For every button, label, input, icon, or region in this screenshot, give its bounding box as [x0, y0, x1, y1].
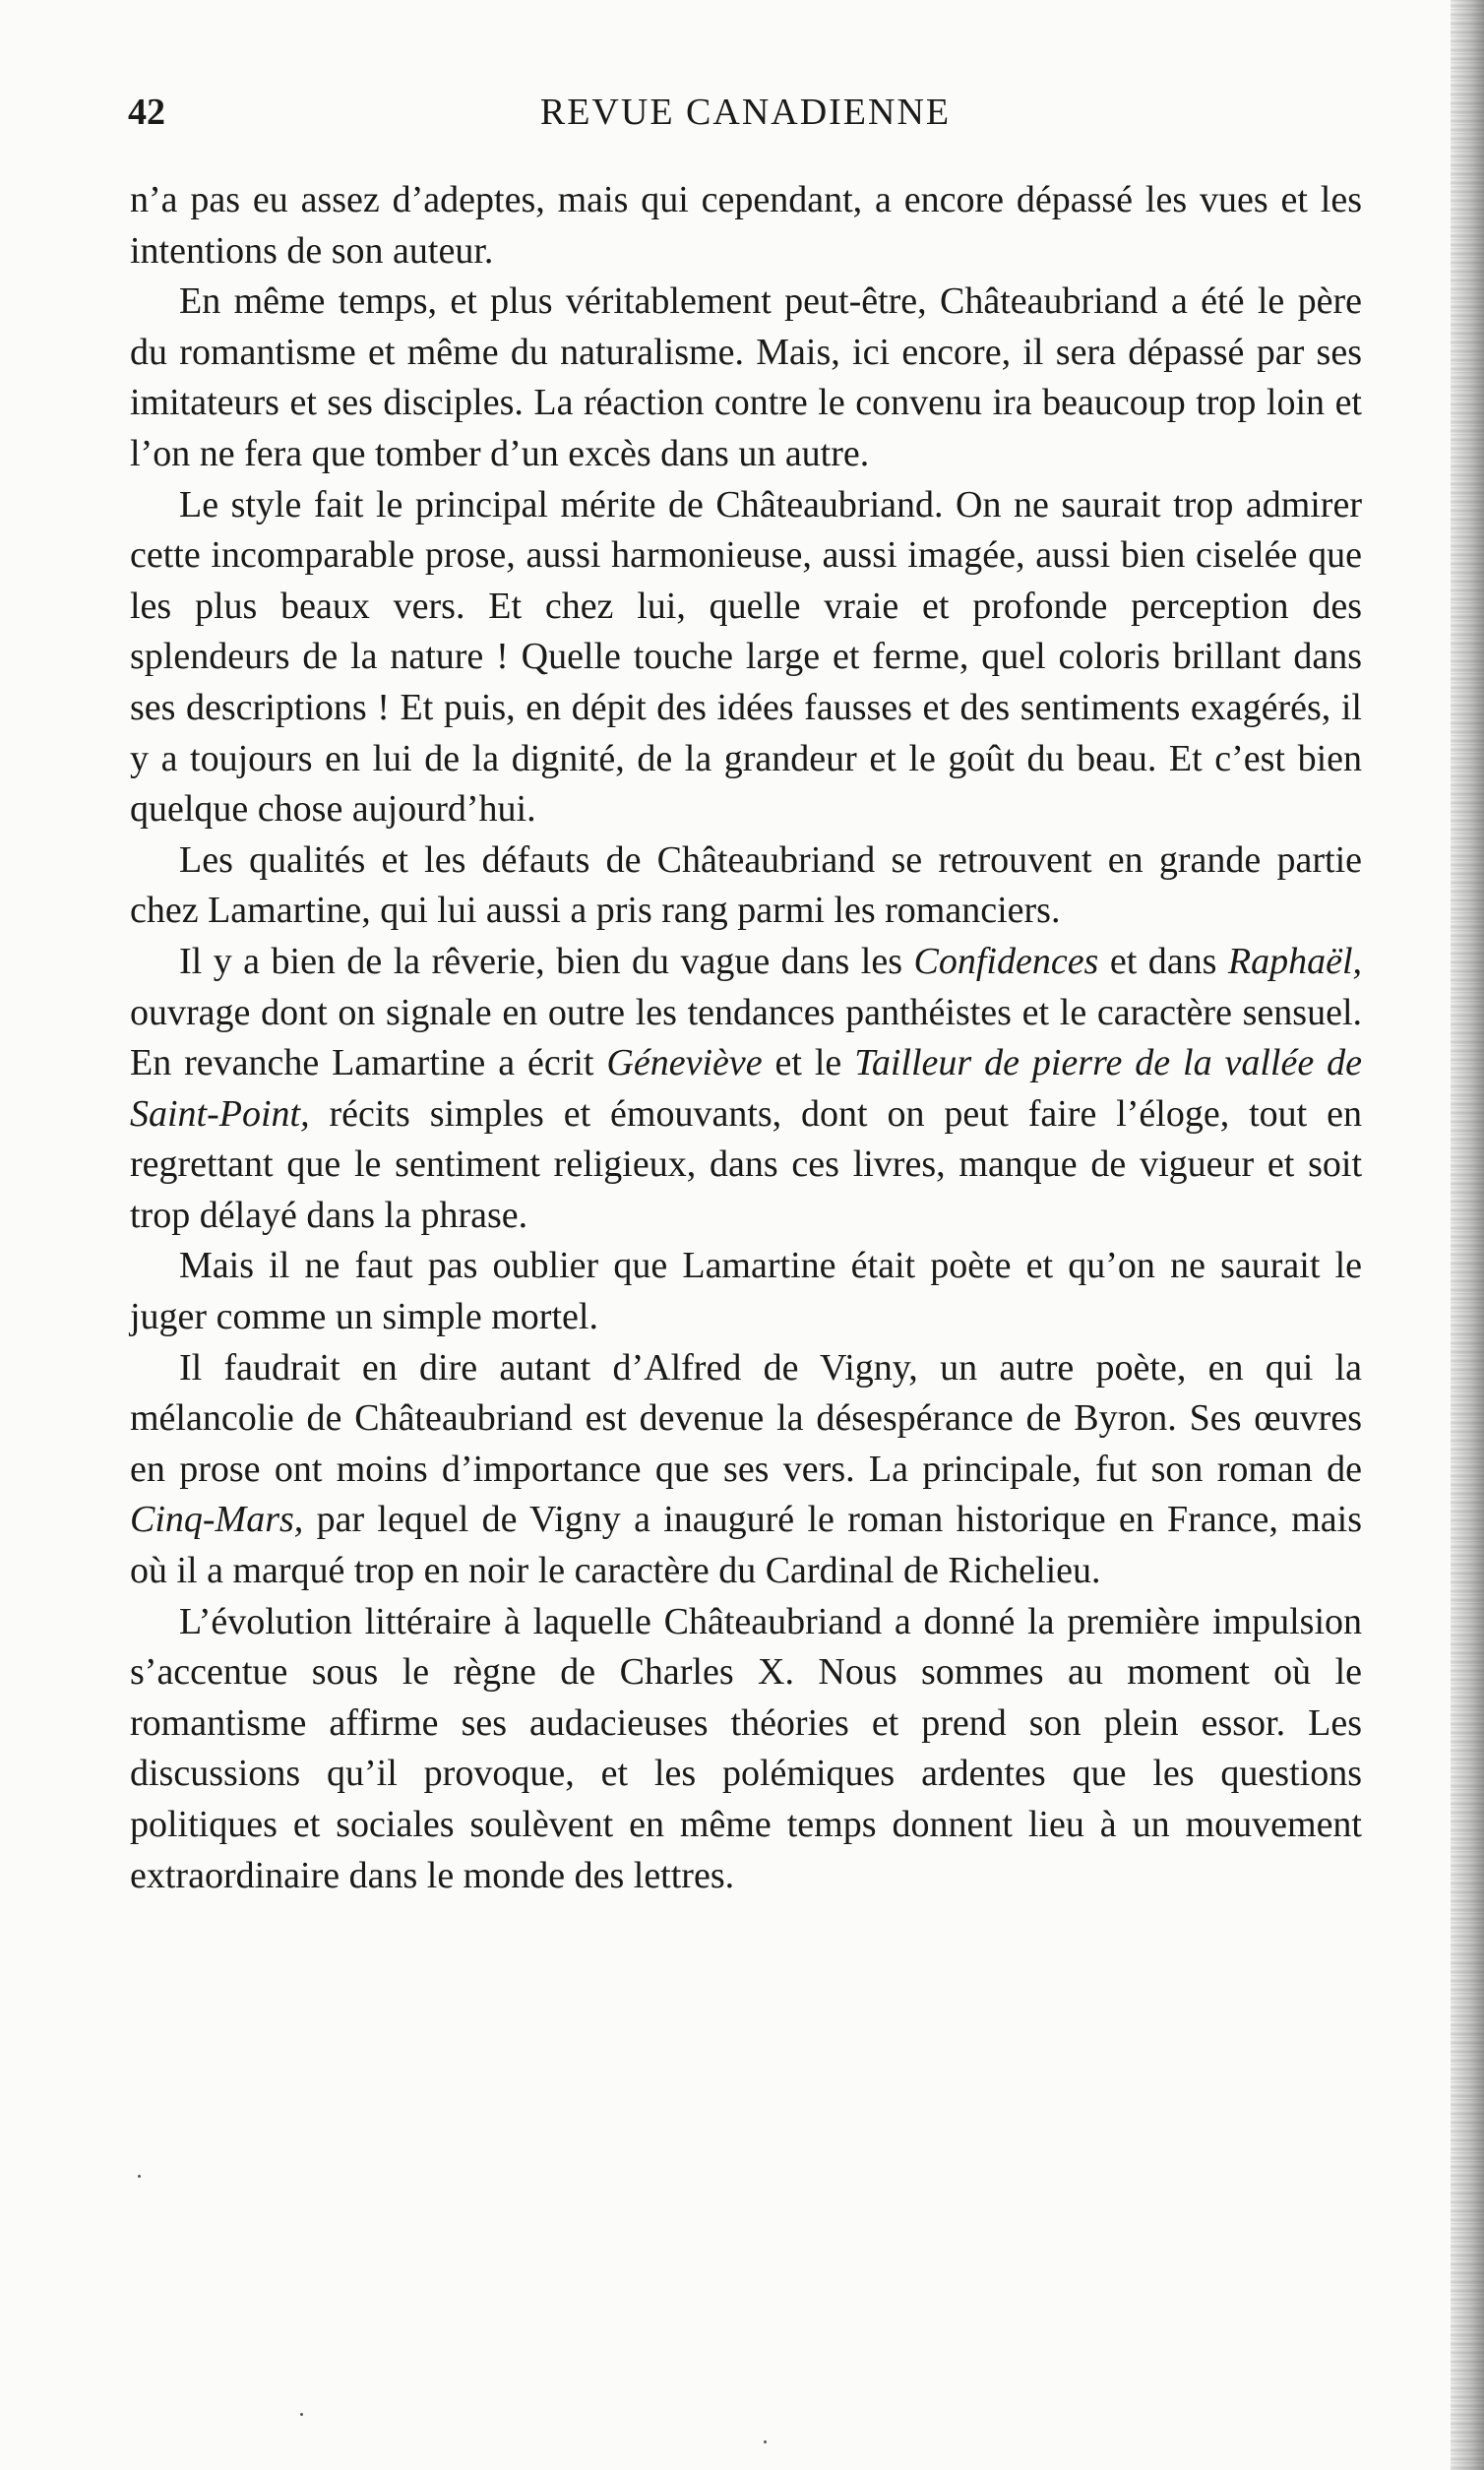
paragraph-text: Il y a bien de la rêverie, bien du vague dans les: [179, 940, 914, 982]
paragraph: [130, 1597, 1362, 1902]
body-text: [130, 175, 1362, 1901]
paragraph-text: Mais il ne faut pas oublier que Lamartine était poète et qu’on ne saurait le juger comme un simple mortel.: [130, 1245, 1362, 1338]
paragraph-text: Les qualités et les défauts de Châteaubriand se retrouvent en grande partie chez Lamartine, qui lui aussi a pris rang parmi les romanciers.: [130, 838, 1362, 932]
scan-speck: [764, 2440, 767, 2443]
paragraph: [130, 1343, 1362, 1597]
paragraph: [130, 277, 1362, 479]
title-raphael: Raphaël,: [1227, 940, 1363, 982]
paragraph-text: par lequel de Vigny a inauguré le roman historique en France, mais où il a marqué trop en noir le caractère du Cardinal de Richelieu.: [130, 1499, 1362, 1592]
page-header: [128, 83, 1363, 142]
paragraph: [130, 1241, 1362, 1342]
paragraph: [130, 937, 1362, 1242]
scan-speck: [300, 2413, 303, 2416]
title-cinq-mars: Cinq-Mars,: [130, 1499, 304, 1541]
paragraph-text: récits simples et émouvants, dont on peut faire l’éloge, tout en regrettant que le sentiment religieux, dans ces livres, manque de vigueur et soit trop délayé dans la phrase.: [130, 1092, 1362, 1236]
title-genevieve: Géneviève: [606, 1042, 763, 1084]
paragraph-text: En même temps, et plus véritablement peut-être, Châteaubriand a été le père du romantisme et même du naturalisme. Mais, ici encore, il sera dépassé par ses imitateurs et ses disciples. La réaction contre le convenu ira beaucoup trop loin et l’on ne fera que tomber d’un excès dans un autre.: [130, 280, 1362, 474]
paragraph: [130, 835, 1362, 937]
paragraph: [130, 480, 1362, 835]
running-title: REVUE CANADIENNE: [539, 92, 952, 133]
scan-speck: [138, 2175, 141, 2178]
paragraph-text: et dans: [1098, 940, 1228, 982]
paragraph-text: Le style fait le principal mérite de Châteaubriand. On ne saurait trop admirer cette incomparable prose, aussi harmonieuse, aussi imagée, aussi bien ciselée que les plus beaux vers. Et chez lui, quelle vraie et profonde perception des splendeurs de la nature ! Quelle touche large et ferme, quel coloris brillant dans ses descriptions ! Et puis, en dépit des idées fausses et des sentiments exagérés, il y a toujours en lui de la dignité, de la grandeur et le goût du beau. Et c’est bien quelque chose aujourd’hui.: [130, 483, 1362, 831]
title-tailleur-de-pierre: Tailleur de pierre de la vallée de Saint-Point,: [130, 1042, 1362, 1135]
paragraph-text: ouvrage dont on signale en outre les tendances panthéistes et le caractère sensuel. En revanche Lamartine a écrit: [130, 991, 1362, 1084]
paragraph-text: et le: [762, 1042, 855, 1084]
paragraph-text: L’évolution littéraire à laquelle Châteaubriand a donné la première impulsion s’accentue sous le règne de Charles X. Nous sommes au moment où le romantisme affirme ses audacieuses théories et prend son plein essor. Les discussions qu’il provoque, et les polémiques ardentes que les questions politiques et sociales soulèvent en même temps donnent lieu à un mouvement extraordinaire dans le monde des lettres.: [130, 1600, 1362, 1896]
paragraph: [130, 175, 1362, 277]
title-confidences: Confidences: [913, 940, 1099, 982]
scanned-page-edge: [1451, 0, 1484, 2470]
page-number: 42: [128, 92, 165, 133]
paragraph-text: Il faudrait en dire autant d’Alfred de Vigny, un autre poète, en qui la mélancolie de Châteaubriand est devenue la désespérance de Byron. Ses œuvres en prose ont moins d’importance que ses vers. La principale, fut son roman de: [130, 1346, 1362, 1490]
paragraph-text: n’a pas eu assez d’adeptes, mais qui cependant, a encore dépassé les vues et les intentions de son auteur.: [130, 179, 1362, 272]
